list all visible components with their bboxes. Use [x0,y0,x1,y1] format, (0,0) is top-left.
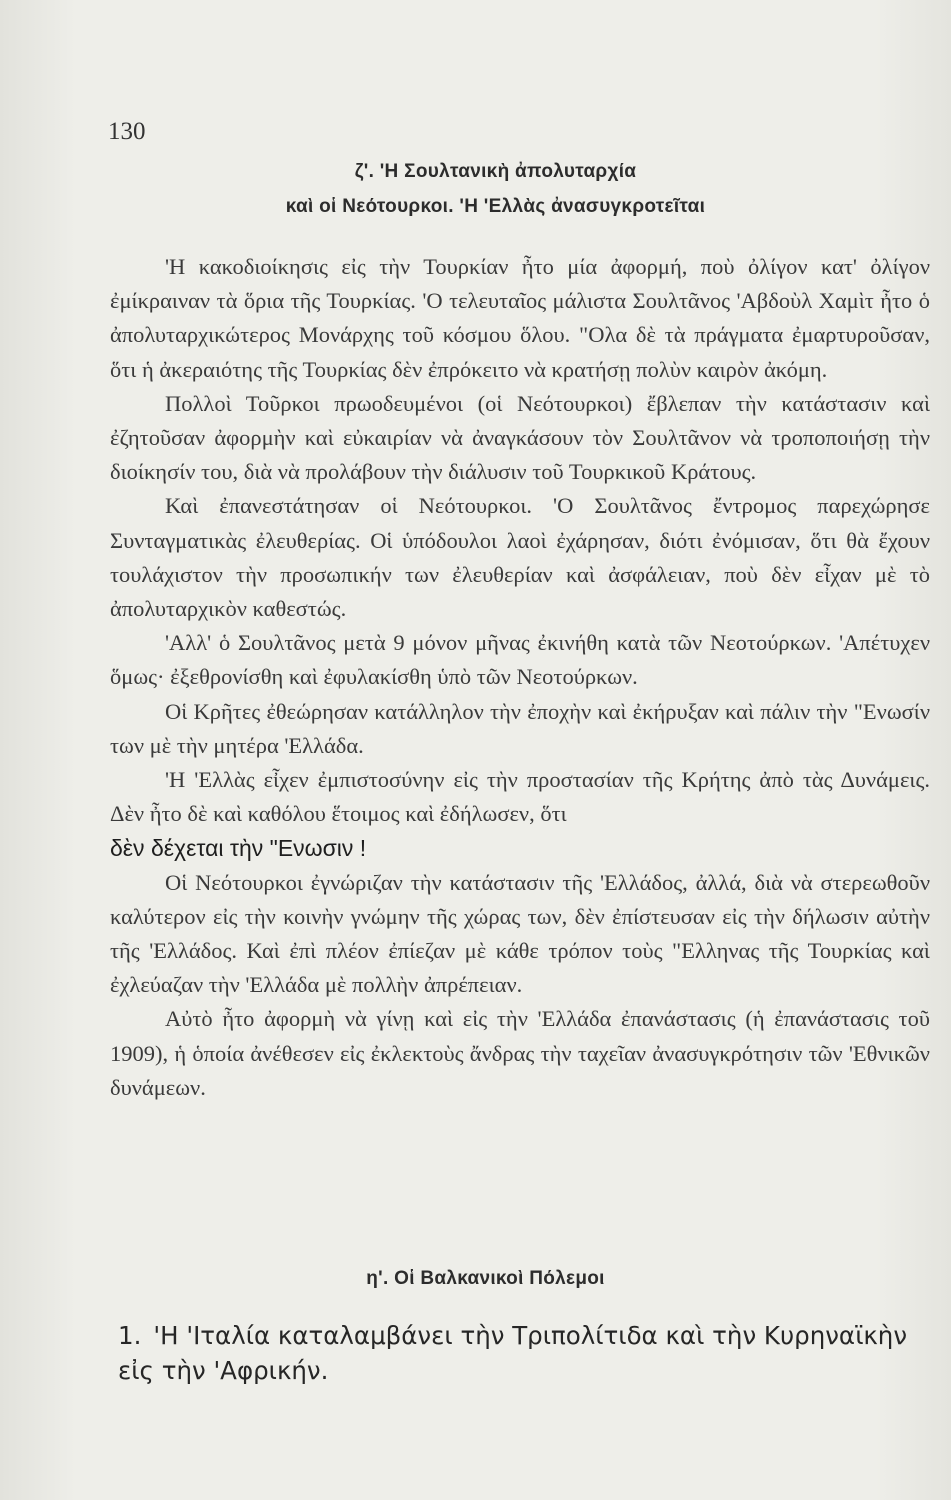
paragraph: Οἱ Νεότουρκοι ἐγνώριζαν τὴν κατάστασιν τῆς 'Ελλάδος, ἀλλά, διὰ νὰ στερεωθοῦν καλύτερον εἰς τὴν κοινὴν γνώμην τῆς χώρας των, δὲν ἐπίστευσαν εἰς τὴν δήλωσιν αὐτὴν τῆς 'Ελλάδος. Καὶ ἐπὶ πλέον ἐπίεζαν μὲ κάθε τρόπον τοὺς "Ελληνας τῆς Τουρκίας καὶ ἐχλεύαζαν τὴν 'Ελλάδα μὲ πολλὴν ἀπρέπειαν. [110,869,930,998]
numbered-item-text: 'Η 'Ιταλία καταλαμβάνει τὴν Τριπολίτιδα καὶ τὴν Κυρηναϊκὴν εἰς τὴν 'Αφρικήν. [118,1321,908,1385]
paragraph: Πολλοὶ Τοῦρκοι πρωοδευμένοι (οἱ Νεότουρκοι) ἔβλεπαν τὴν κατάστασιν καὶ ἐζητοῦσαν ἀφορμὴν καὶ εὐκαιρίαν νὰ ἀναγκάσουν τὸν Σουλτᾶνον νὰ τροποποιήσῃ τὴν διοίκησίν του, διὰ νὰ προλάβουν τὴν διάλυσιν τοῦ Τουρκικοῦ Κράτους. [110,390,930,485]
paragraph: Καὶ ἐπανεστάτησαν οἱ Νεότουρκοι. 'Ο Σουλτᾶνος ἔντρομος παρεχώρησε Συνταγματικὰς ἐλευθερίας. Οἱ ὑπόδουλοι λαοὶ ἐχάρησαν, διότι ἐνόμισαν, ὅτι θὰ ἔχουν τουλάχιστον τὴν προσωπικήν των ἐλευθερίαν καὶ ἀσφάλειαν, ποὺ δὲν εἶχαν μὲ τὸ ἀπολυταρχικὸν καθεστώς. [110,493,930,622]
paragraph: 'Αλλ' ὁ Σουλτᾶνος μετὰ 9 μόνον μῆνας ἐκινήθη κατὰ τῶν Νεοτούρκων. 'Απέτυχεν ὅμως· ἐξεθρονίσθη καὶ ἐφυλακίσθη ὑπὸ τῶν Νεοτούρκων. [110,630,930,690]
paragraph: 'Η κακοδιοίκησις εἰς τὴν Τουρκίαν ἦτο μία ἀφορμή, ποὺ ὀλίγον κατ' ὀλίγον ἐμίκραιναν τὰ ὅρια τῆς Τουρκίας. 'Ο τελευταῖος μάλιστα Σουλτᾶνος 'Αβδοὺλ Χαμὶτ ἦτο ὁ ἀπολυταρχικώτερος Μονάρχης τοῦ κόσμου ὅλου. "Ολα δὲ τὰ πράγματα ἐμαρτυροῦσαν, ὅτι ἡ ἀκεραιότης τῆς Τουρκίας δὲν ἐπρόκειτο νὰ κρατήσῃ πολὺν καιρὸν ἀκόμη. [110,254,930,382]
paragraph: Οἱ Κρῆτες ἐθεώρησαν κατάλληλον τὴν ἐποχὴν καὶ ἐκήρυξαν καὶ πάλιν τὴν "Ενωσίν των μὲ τὴν μητέρα 'Ελλάδα. [110,698,930,758]
numbered-item [118,1318,918,1388]
paragraph: Αὐτὸ ἦτο ἀφορμὴ νὰ γίνῃ καὶ εἰς τὴν 'Ελλάδα ἐπανάστασις (ἡ ἐπανάστασις τοῦ 1909), ἡ ὁποία ἀνέθεσεν εἰς ἐκλεκτοὺς ἄνδρας τὴν ταχεῖαν ἀνασυγκρότησιν τῶν 'Εθνικῶν δυνάμεων. [110,1006,930,1100]
paragraph: 'Η 'Ελλὰς εἶχεν ἐμπιστοσύνην εἰς τὴν προστασίαν τῆς Κρήτης ἀπὸ τὰς Δυνάμεις. Δὲν ἦτο δὲ καὶ καθόλου ἕτοιμος καὶ ἐδήλωσεν, ὅτι [110,767,930,827]
body-text [110,250,930,1105]
page-number: 130 [108,118,146,145]
numbered-item-number: 1. [118,1321,142,1350]
section-heading-3: η'. Οἱ Βαλκανικοὶ Πόλεμοι [366,1268,605,1289]
section-heading-line-1: ζ'. 'Η Σουλτανικὴ ἀπολυταρχία [354,161,637,182]
emphasis-line: δὲν δέχεται τὴν "Ενωσιν ! [110,835,367,862]
section-heading-line-2: καὶ οἱ Νεότουρκοι. 'Η 'Ελλὰς ἀνασυγκροτεῖται [285,196,706,217]
